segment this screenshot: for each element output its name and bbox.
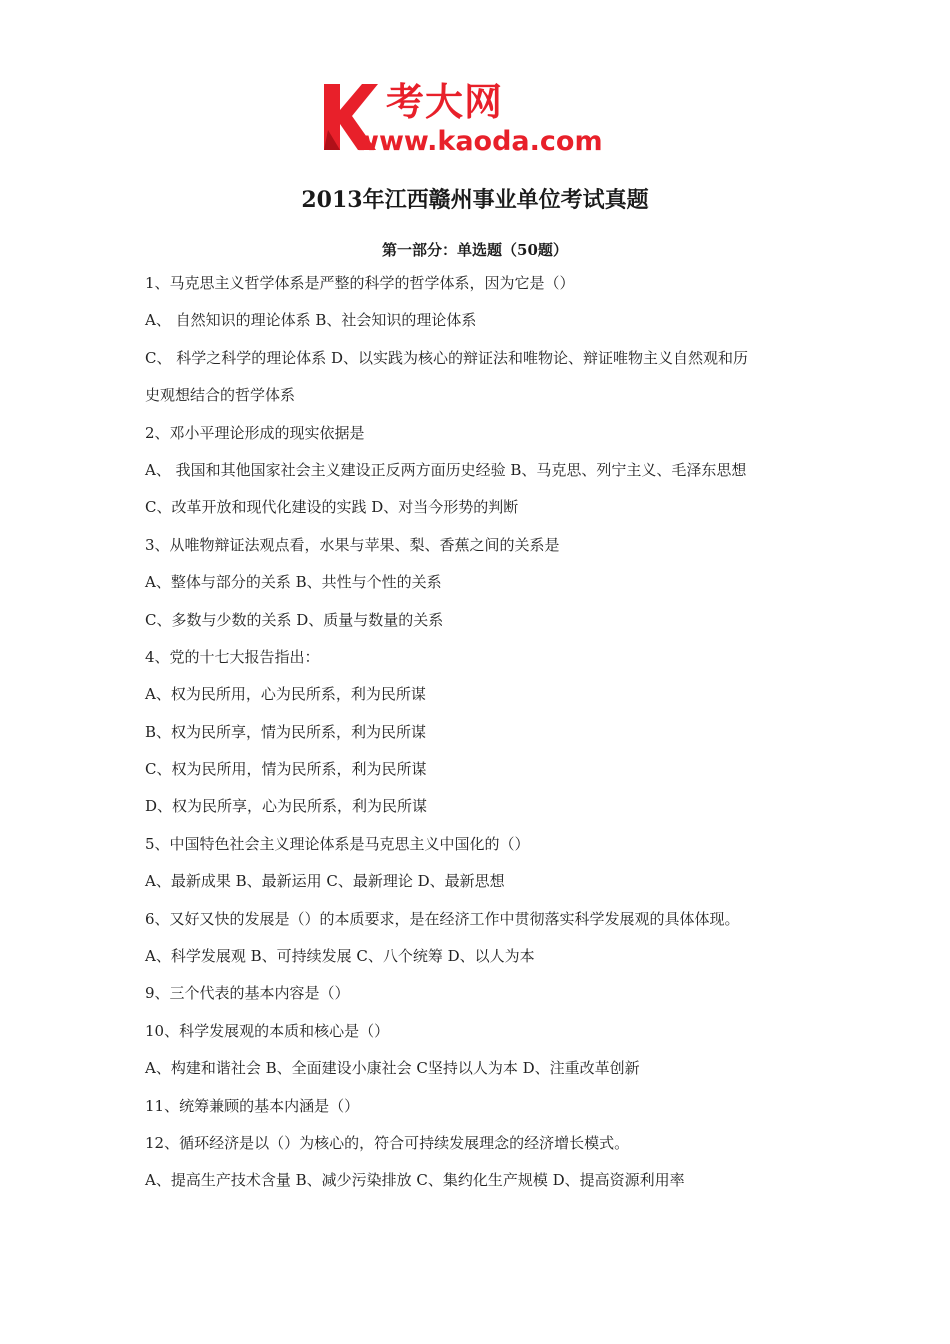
logo-brand-text: 考大网: [386, 80, 504, 124]
question-line: 6、又好又快的发展是（）的本质要求，是在经济工作中贯彻落实科学发展观的具体体现。: [145, 909, 740, 928]
option-line: C、 科学之科学的理论体系 D、以实践为核心的辩证法和唯物论、辩证唯物主义自然观和历: [145, 348, 749, 367]
question-line: 2、邓小平理论形成的现实依据是: [145, 423, 365, 442]
option-line: C、改革开放和现代化建设的实践 D、对当今形势的判断: [145, 498, 519, 517]
kaoda-logo: [318, 80, 638, 160]
question-line: 11、统筹兼顾的基本内涵是（）: [145, 1096, 360, 1115]
option-line: A、权为民所用，心为民所系，利为民所谋: [145, 685, 426, 704]
document-title: 2013年江西赣州事业单位考试真题: [301, 187, 649, 213]
question-line: 4、党的十七大报告指出：: [145, 647, 320, 666]
option-line: C、多数与少数的关系 D、质量与数量的关系: [145, 610, 444, 629]
option-line: A、整体与部分的关系 B、共性与个性的关系: [145, 573, 442, 592]
option-line: A、构建和谐社会 B、全面建设小康社会 C坚持以人为本 D、注重改革创新: [145, 1059, 640, 1078]
option-line: A、科学发展观 B、可持续发展 C、八个统筹 D、以人为本: [145, 947, 535, 966]
option-line: 史观想结合的哲学体系: [145, 386, 296, 405]
option-line: D、权为民所享，心为民所系，利为民所谋: [145, 797, 428, 816]
option-line: B、权为民所享，情为民所系，利为民所谋: [145, 722, 427, 741]
question-list: [145, 271, 815, 1206]
question-line: 3、从唯物辩证法观点看，水果与苹果、梨、香蕉之间的关系是: [145, 535, 560, 554]
option-line: A、最新成果 B、最新运用 C、最新理论 D、最新思想: [145, 872, 505, 891]
option-line: A、提高生产技术含量 B、减少污染排放 C、集约化生产规模 D、提高资源利用率: [145, 1171, 685, 1190]
question-line: 9、三个代表的基本内容是（）: [145, 984, 350, 1003]
question-line: 5、中国特色社会主义理论体系是马克思主义中国化的（）: [145, 834, 530, 853]
logo-url-text: www.kaoda.com: [354, 126, 603, 157]
question-line: 1、马克思主义哲学体系是严整的科学的哲学体系，因为它是（）: [145, 274, 575, 292]
question-line: 10、科学发展观的本质和核心是（）: [145, 1021, 390, 1040]
option-line: A、 我国和其他国家社会主义建设正反两方面历史经验 B、马克思、列宁主义、毛泽东思想: [145, 460, 747, 479]
option-line: C、权为民所用，情为民所系，利为民所谋: [145, 760, 427, 779]
option-line: A、 自然知识的理论体系 B、社会知识的理论体系: [145, 311, 477, 330]
question-line: 12、循环经济是以（）为核心的，符合可持续发展理念的经济增长模式。: [145, 1133, 630, 1152]
section-heading: 第一部分：单选题（50题）: [382, 241, 568, 259]
